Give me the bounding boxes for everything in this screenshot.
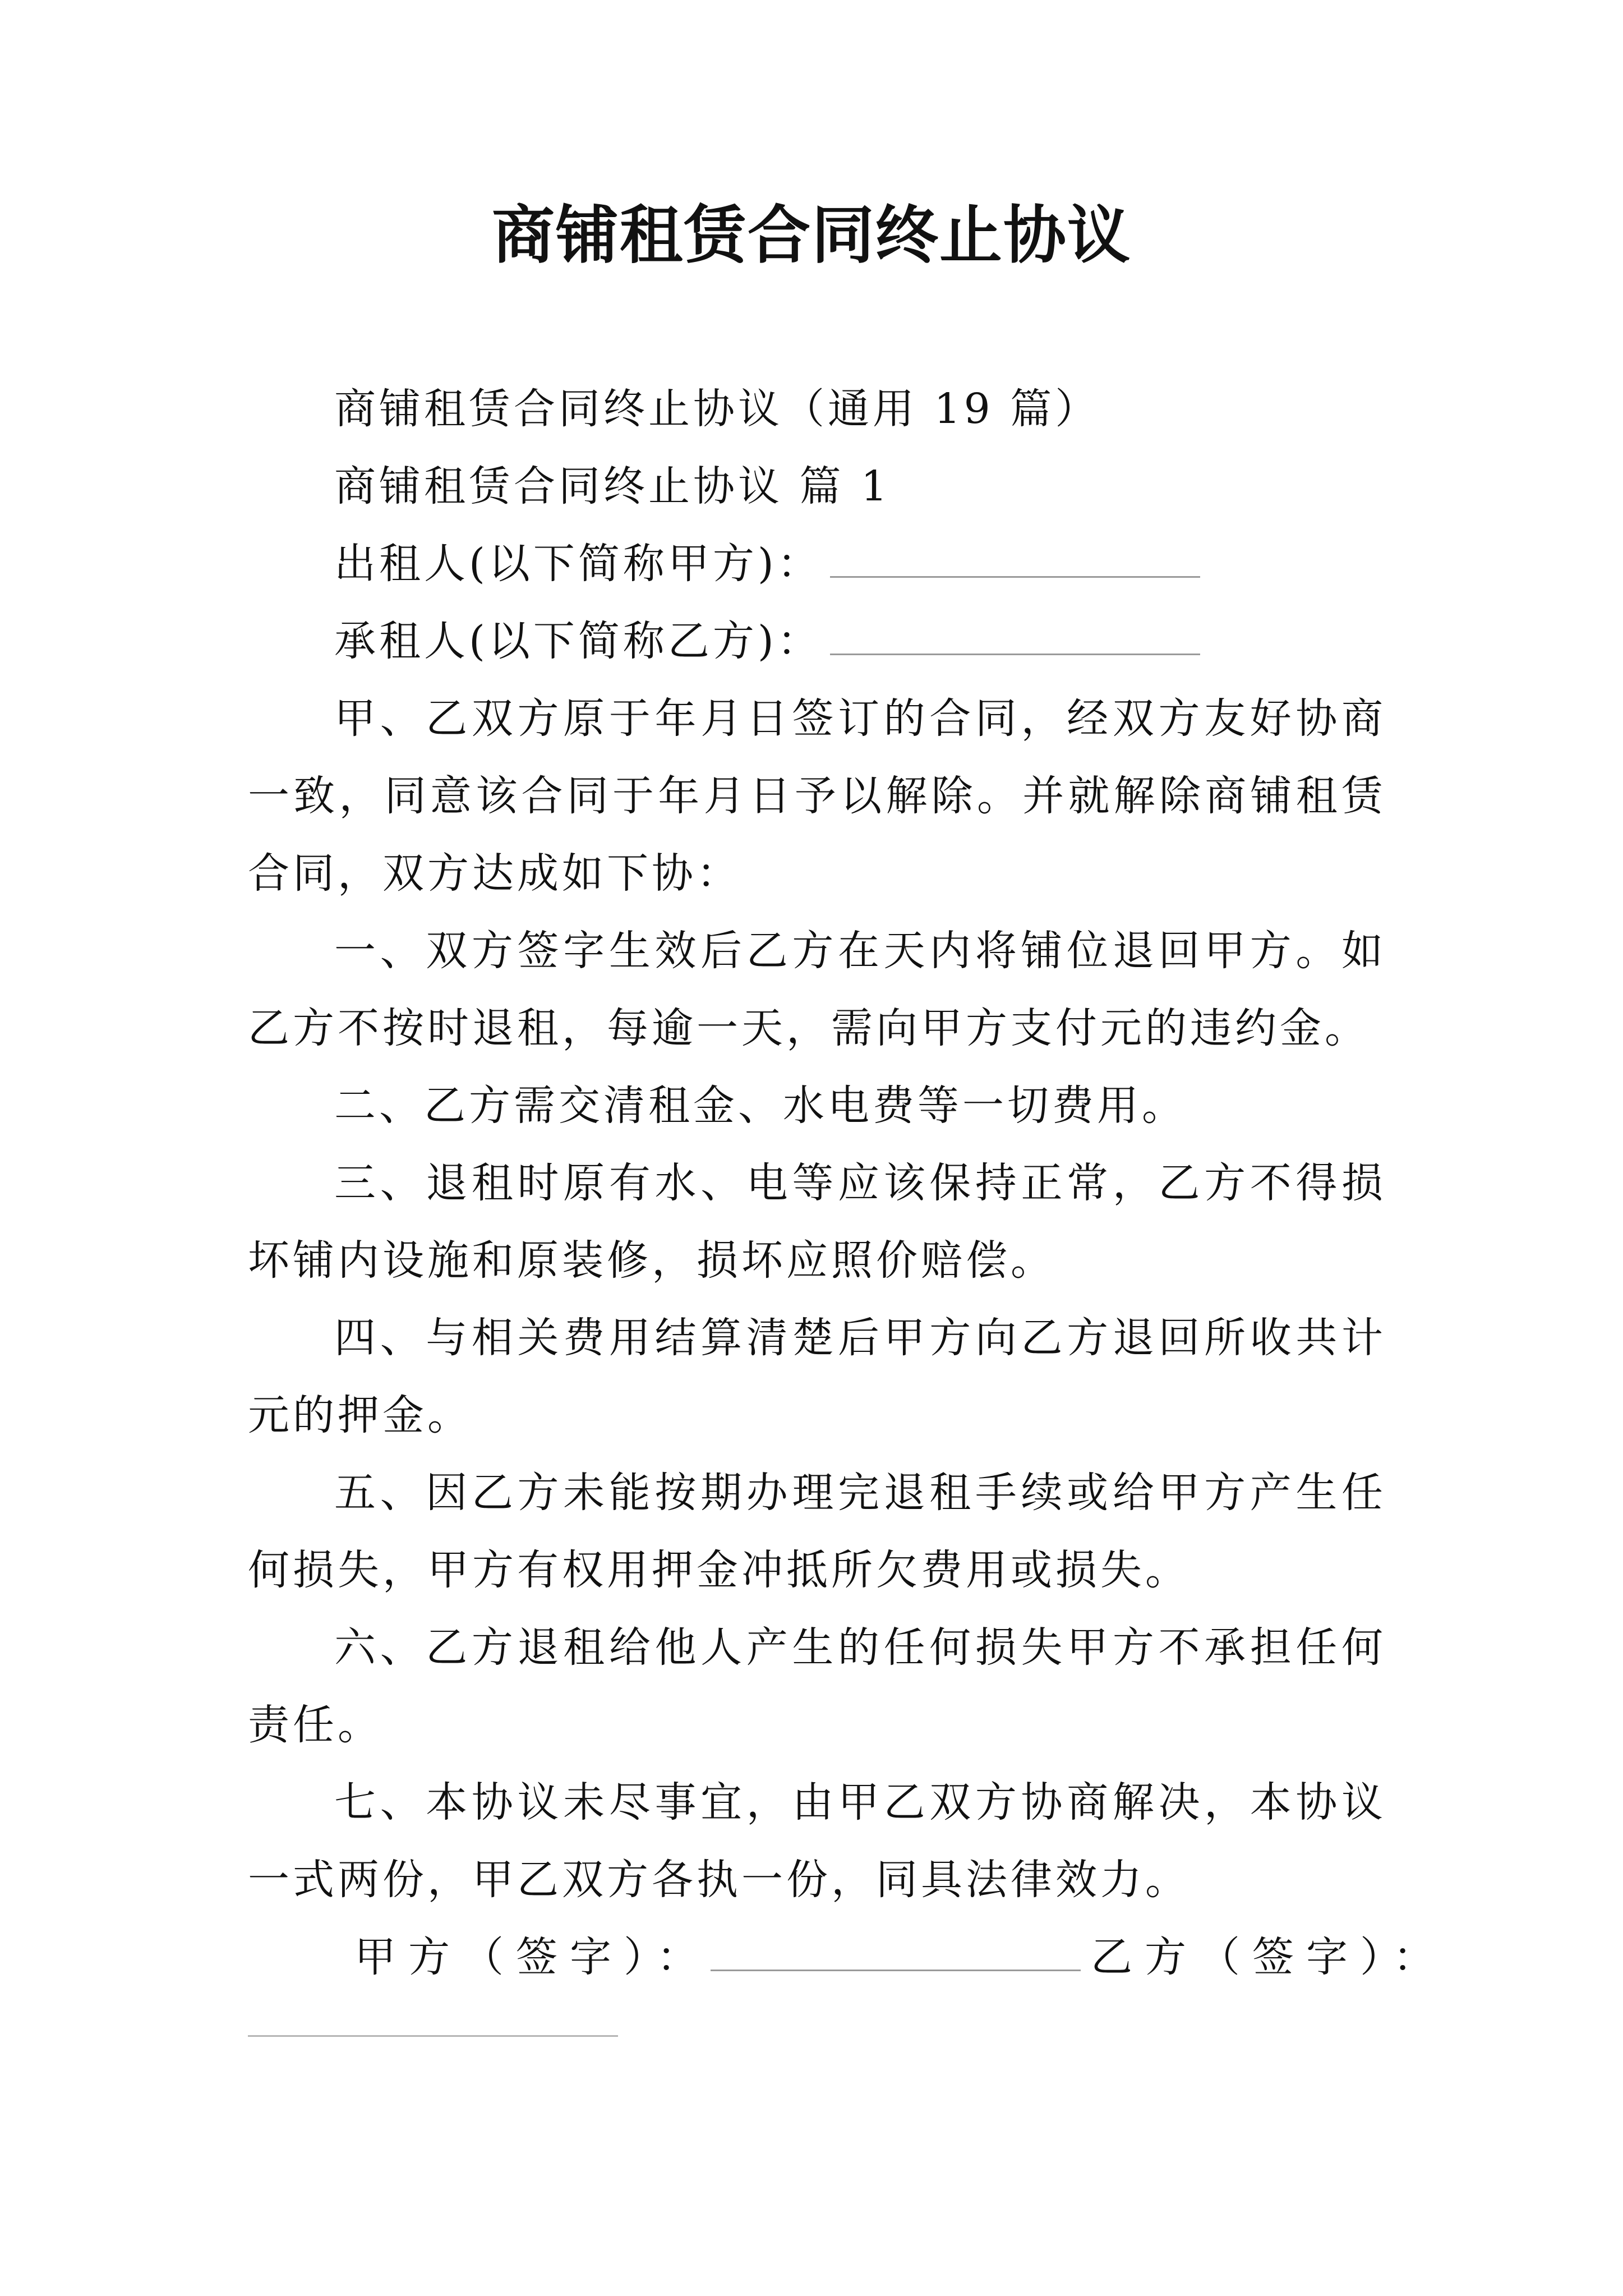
clause-2: 二、乙方需交清租金、水电费等一切费用。 bbox=[334, 1082, 1187, 1130]
signature-line bbox=[248, 1918, 1447, 1996]
clause-5: 五、因乙方未能按期办理完退租手续或给甲方产生任何损失，甲方有权用押金冲抵所欠费用或损失。 bbox=[248, 1469, 1386, 1594]
document-body bbox=[248, 370, 1447, 2037]
clause-1: 一、双方签字生效后乙方在天内将铺位退回甲方。如乙方不按时退租，每逾一天，需向甲方支付元的违约金。 bbox=[248, 927, 1386, 1052]
party-b-signature-blank bbox=[248, 1996, 618, 2037]
clause-4: 四、与相关费用结算清楚后甲方向乙方退回所收共计元的押金。 bbox=[248, 1314, 1386, 1439]
lessor-blank bbox=[830, 537, 1200, 578]
document-subtitle: 商铺租赁合同终止协议（通用 19 篇） bbox=[334, 385, 1100, 433]
party-b-signature-label: 乙方（签字）： bbox=[1091, 1933, 1447, 1981]
lessor-line bbox=[248, 525, 1386, 602]
section-heading: 商铺租赁合同终止协议 篇 1 bbox=[334, 462, 891, 510]
document-title: 商铺租赁合同终止协议 bbox=[492, 199, 1131, 272]
party-a-signature-label: 甲方（签字）： bbox=[354, 1933, 711, 1981]
lessor-label: 出租人(以下简称甲方)： bbox=[334, 540, 822, 588]
lessee-blank bbox=[830, 614, 1200, 655]
clause-7: 七、本协议未尽事宜，由甲乙双方协商解决，本协议一式两份，甲乙双方各执一份，同具法律效力。 bbox=[248, 1778, 1386, 1904]
lessee-line bbox=[248, 602, 1386, 680]
party-a-signature-blank bbox=[711, 1930, 1081, 1971]
clause-3: 三、退租时原有水、电等应该保持正常，乙方不得损坏铺内设施和原装修，损坏应照价赔偿。 bbox=[248, 1159, 1386, 1285]
lessee-label: 承租人(以下简称乙方)： bbox=[334, 617, 822, 665]
clause-6: 六、乙方退租给他人产生的任何损失甲方不承担任何责任。 bbox=[248, 1623, 1386, 1749]
paragraph: 甲、乙双方原于年月日签订的合同，经双方友好协商一致，同意该合同于年月日予以解除。并就解除商铺租赁合同，双方达成如下协： bbox=[248, 694, 1386, 898]
